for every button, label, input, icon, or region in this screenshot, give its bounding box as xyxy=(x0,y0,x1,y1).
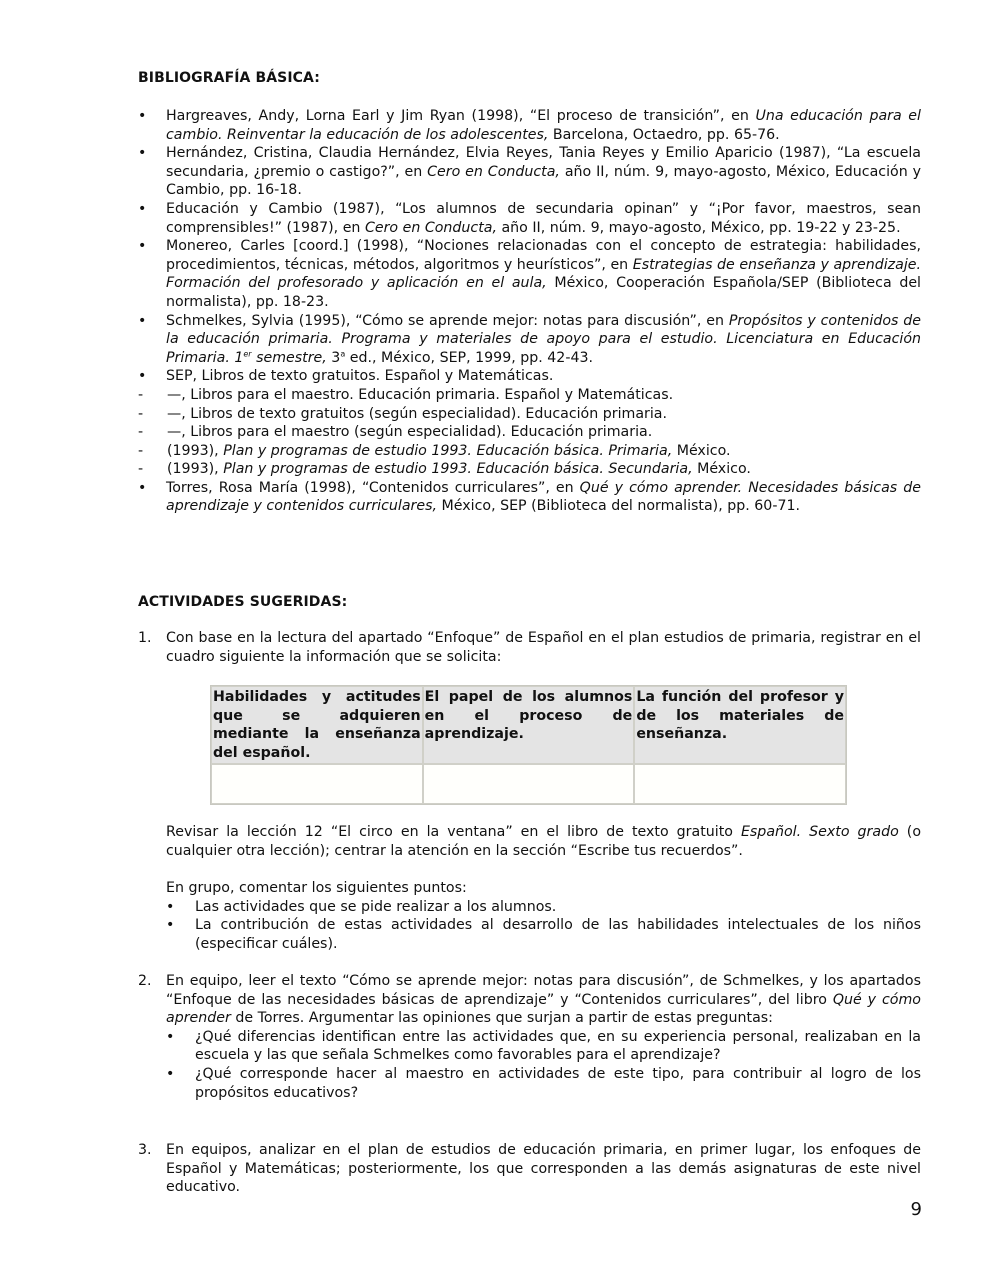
activity-1 xyxy=(138,629,921,666)
bullet-icon: • xyxy=(138,145,147,162)
bullet-icon: • xyxy=(138,238,147,255)
bibliography-entry: • Educación y Cambio (1987), “Los alumnos de secundaria opinan” y “¡Por favor, maestros, sean comprensibles!” (1987), en Cero en Conducta, año II, núm. 9, mayo-agosto, México, pp. 19-22 y 23-25. xyxy=(138,200,921,236)
bullet-icon: • xyxy=(138,368,147,385)
activity-3-text: En equipos, analizar en el plan de estudios de educación primaria, en primer lugar, los enfoques de Español y Matemáticas; posteriormente, los que corresponden a las demás asignaturas de este nivel educativo. xyxy=(166,1142,921,1196)
bibliography-entry: • Torres, Rosa María (1998), “Contenidos curriculares”, en Qué y cómo aprender. Necesidades básicas de aprendizaje y contenidos curriculares, México, SEP (Biblioteca del normalista), pp. 60-71. xyxy=(138,479,921,515)
answer-table xyxy=(210,685,847,805)
activities-heading: ACTIVIDADES SUGERIDAS: xyxy=(138,594,348,610)
bibliography-subentry: - —, Libros de texto gratuitos (según especialidad). Educación primaria. xyxy=(138,405,668,422)
dash-icon: - xyxy=(138,442,144,459)
activity-number: 3. xyxy=(138,1142,152,1158)
discussion-point: • La contribución de estas actividades al desarrollo de las habilidades intelectuales de los niños (especificar cuáles). xyxy=(166,917,921,952)
bibliography-sublist xyxy=(138,386,921,479)
bullet-icon: • xyxy=(138,200,147,217)
activity-2: 2. En equipo, leer el texto “Cómo se aprende mejor: notas para discusión”, de Schmelkes, y los apartados “Enfoque de las necesidades básicas de aprendizaje” y “Contenidos curriculares”, del libro Qué y cómo aprender de Torres. Argumentar las opiniones que surjan a partir de estas preguntas: • ¿Qué diferencias identifican entre las actividades que, en su experiencia personal, realizaban en la escuela y las que señala Schmelkes como favorables para el aprendizaje? • ¿Qué corresponde hacer al maestro en actividades de este tipo, para contribuir al logro de los propósitos educativos? xyxy=(138,973,921,1101)
bibliography-subentry: - (1993), Plan y programas de estudio 1993. Educación básica. Primaria, México. xyxy=(138,442,731,459)
bibliography-list xyxy=(138,107,921,516)
activity-1-text: Con base en la lectura del apartado “Enfoque” de Español en el plan estudios de primaria, registrar en el cuadro siguiente la información que se solicita: xyxy=(166,630,921,665)
discussion-point: • Las actividades que se pide realizar a los alumnos. xyxy=(166,898,557,915)
activity-1-group xyxy=(138,879,921,953)
bibliography-subentry: - —, Libros para el maestro (según especialidad). Educación primaria. xyxy=(138,424,653,441)
bibliography-heading: BIBLIOGRAFÍA BÁSICA: xyxy=(138,70,320,86)
dash-icon: - xyxy=(138,424,144,441)
group-intro: En grupo, comentar los siguientes puntos: xyxy=(166,880,467,896)
table-header-cell: Habilidades y actitudes que se adquieren mediante la enseñanza del español. xyxy=(211,686,423,764)
bibliography-entry: • Monereo, Carles [coord.] (1998), “Nociones relacionadas con el concepto de estrategia: habilidades, procedimientos, técnicas, métodos, algoritmos y heurísticos”, en Estrategias de enseñanza y aprendizaje. Formación del profesorado y aplicación en el aula, México, Cooperación Española/SEP (Biblioteca del normalista), pp. 18-23. xyxy=(138,238,922,310)
bullet-icon: • xyxy=(166,898,175,915)
bullet-icon: • xyxy=(138,312,147,329)
question-item: • ¿Qué diferencias identifican entre las actividades que, en su experiencia personal, realizaban en la escuela y las que señala Schmelkes como favorables para el aprendizaje? xyxy=(166,1028,921,1064)
bibliography-entry: • Schmelkes, Sylvia (1995), “Cómo se aprende mejor: notas para discusión”, en Propósitos y contenidos de la educación primaria. Programa y materiales de apoyo para el estudio. Licenciatura en Educación Primaria. 1er semestre, 3$^a$ ed., México, SEP, 1999, pp. 42-43. xyxy=(138,312,921,366)
table-header-row xyxy=(211,686,846,764)
bullet-icon: • xyxy=(138,479,147,496)
dash-icon: - xyxy=(138,405,144,422)
bullet-icon: • xyxy=(166,1065,175,1082)
activity-1-review: Revisar la lección 12 “El circo en la ventana” en el libro de texto gratuito Español. Sexto grado (o cualquier otra lección); centrar la atención en la sección “Escribe tus recuerdos”. xyxy=(166,824,921,859)
bullet-icon: • xyxy=(166,917,175,934)
dash-icon: - xyxy=(138,386,144,403)
page-number: 9 xyxy=(910,1199,922,1220)
bibliography-subentry: - (1993), Plan y programas de estudio 1993. Educación básica. Secundaria, México. xyxy=(138,461,751,478)
bullet-icon: • xyxy=(166,1028,175,1045)
activity-number: 2. xyxy=(138,973,152,989)
question-list xyxy=(166,1028,921,1102)
discussion-points xyxy=(166,898,921,954)
table-cell[interactable] xyxy=(634,764,846,804)
bullet-icon: • xyxy=(138,108,147,124)
table-cell[interactable] xyxy=(423,764,635,804)
dash-icon: - xyxy=(138,461,144,478)
table-row xyxy=(211,764,846,804)
bibliography-entry: • Hernández, Cristina, Claudia Hernández, Elvia Reyes, Tania Reyes y Emilio Aparicio (1987), “La escuela secundaria, ¿premio o castigo?”, en Cero en Conducta, año II, núm. 9, mayo-agosto, México, Educación y Cambio, pp. 16-18. xyxy=(138,145,921,199)
question-item: • ¿Qué corresponde hacer al maestro en actividades de este tipo, para contribuir al logro de los propósitos educativos? xyxy=(166,1065,921,1101)
table-header-cell: El papel de los alumnos en el proceso de aprendizaje. xyxy=(423,686,635,764)
table-header-cell: La función del profesor y de los materiales de enseñanza. xyxy=(634,686,846,764)
bibliography-subentry: - —, Libros para el maestro. Educación primaria. Español y Matemáticas. xyxy=(138,386,674,403)
bibliography-entry: • Hargreaves, Andy, Lorna Earl y Jim Ryan (1998), “El proceso de transición”, en Una educación para el cambio. Reinventar la educación de los adolescentes, Barcelona, Octaedro, pp. 65-76. xyxy=(138,108,921,143)
table-cell[interactable] xyxy=(211,764,423,804)
activity-number: 1. xyxy=(138,630,152,646)
activity-3 xyxy=(138,1141,921,1197)
bibliography-entry: • SEP, Libros de texto gratuitos. Español y Matemáticas. - —, Libros para el maestro. Educación primaria. Español y Matemáticas. - —, Libros de texto gratuitos (según especialidad). Educación primaria. - —, Libros para el maestro (según especialidad). Educación primaria. - (1993), Plan y programas de estudio 1993. Educación básica. Primaria, México. - (1993), Plan y programas de estudio 1993. Educación básica. Secundaria, México. xyxy=(138,367,921,479)
